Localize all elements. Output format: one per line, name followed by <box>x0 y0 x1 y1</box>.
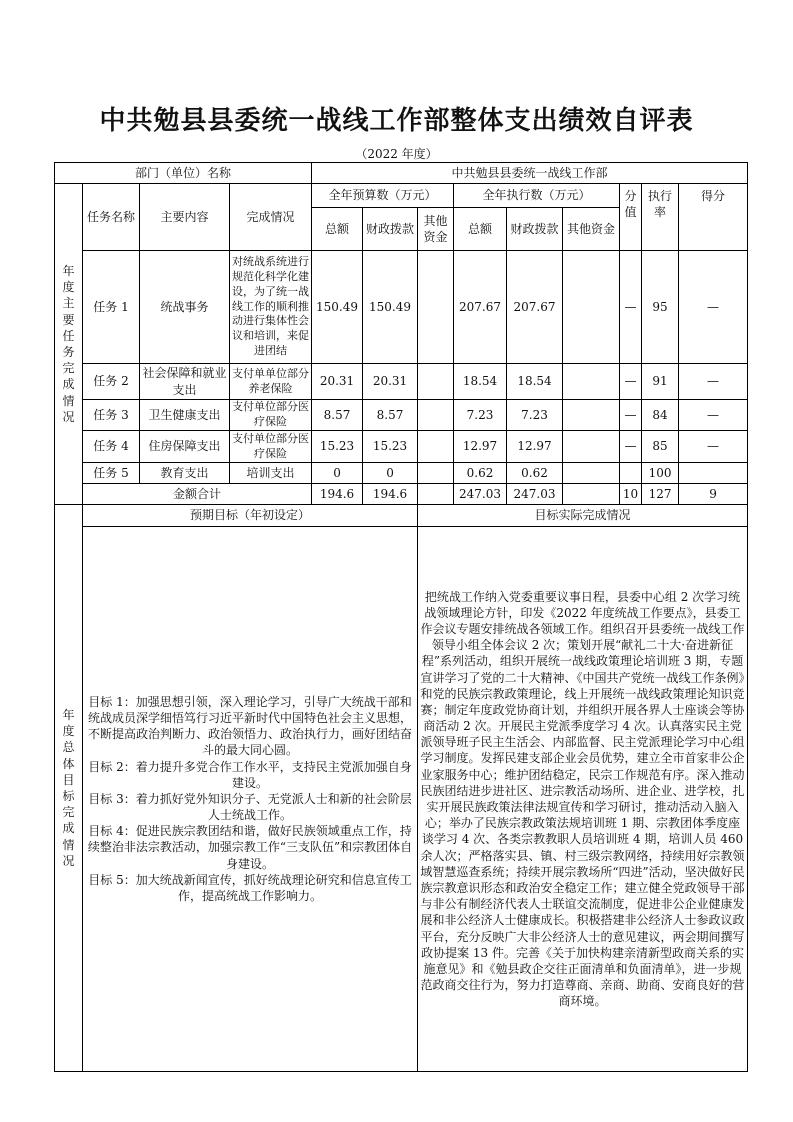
budget-fiscal: 0 <box>363 463 418 484</box>
exec-fiscal: 18.54 <box>507 364 563 400</box>
totals-exec-rate: 127 <box>642 484 679 505</box>
budget-fiscal: 15.23 <box>363 431 418 463</box>
task-weight <box>620 463 642 484</box>
task-weight: — <box>620 364 642 400</box>
task-score: — <box>679 251 748 364</box>
section2-label: 年度总体目标完成情况 <box>55 505 83 1072</box>
totals-label: 金额合计 <box>83 484 312 505</box>
goal-item: 目标 5：加大统战新闻宣传，抓好统战理论研究和信息宣传工作，提高统战工作影响力。 <box>88 872 412 904</box>
task-exec-rate: 84 <box>642 400 679 431</box>
task-weight: — <box>620 400 642 431</box>
header-budget-other: 其他资金 <box>418 208 454 251</box>
budget-total: 150.49 <box>312 251 363 364</box>
task-name: 任务 5 <box>83 463 140 484</box>
task-content: 统战事务 <box>140 251 230 364</box>
dept-value: 中共勉县县委统一战线工作部 <box>312 163 748 184</box>
task-name: 任务 2 <box>83 364 140 400</box>
goal-item: 目标 1：加强思想引领，深入理论学习，引导广大统战干部和统战成员深学细悟笃行习近平新时代中国特色社会主义思想，不断提高政治判断力、政治领悟力、政治执行力，画好团结奋斗的最大同心圆。 <box>88 694 413 758</box>
exec-other <box>563 364 620 400</box>
header-task-name: 任务名称 <box>83 184 140 251</box>
task-completion: 支付单单位部分养老保险 <box>230 364 312 400</box>
goal-item: 目标 3：着力抓好党外知识分子、无党派人士和新的社会阶层人士统战工作。 <box>88 791 412 823</box>
totals-exec-fiscal: 247.03 <box>507 484 563 505</box>
budget-fiscal: 20.31 <box>363 364 418 400</box>
header-budget-fiscal: 财政拨款 <box>363 208 418 251</box>
task-exec-rate: 91 <box>642 364 679 400</box>
exec-total: 0.62 <box>454 463 507 484</box>
task-score: — <box>679 431 748 463</box>
goals-row <box>55 527 748 1072</box>
totals-exec-other <box>563 484 620 505</box>
task-row <box>55 463 748 484</box>
actual-cell: 把统战工作纳入党委重要议事日程，县委中心组 2 次学习统战领域理论方针，印发《2022 年度统战工作要点》，县委工作会议专题安排统战各领域工作。组织召开县委统一战线工作领导小组全体会议 2 次；策划开展“献礼二十大·奋进新征程”系列活动，组织开展统一战线政策理论培训班 3 期，专题宣讲学习了党的二十大精神、《中国共产党统一战线工作条例》和党的民族宗教政策理论，线上开展统一战线政策理论知识竞赛；制定年度政党协商计划，并组织开展各界人士座谈会等协商活动 2 次。开展民主党派季度学习 4 次。认真落实民主党派领导班子民主生活会、内部监督、民主党派理论学习中心组学习制度。发挥民建支部企业会员优势，建立全市首家非公企业家服务中心；维护团结稳定，民宗工作规范有序。深入推动民族团结进步进社区、进宗教活动场所、进企业、进学校，扎实开展民族政策法律法规宣传和学习研讨，推动活动入脑入心；举办了民族宗教政策法规培训班 1 期、宗教团体季度座谈学习 4 次、各类宗教教职人员培训班 4 期，培训人员 460 余人次；严格落实县、镇、村三级宗教网络，持续用好宗教领域智慧巡查系统；持续开展宗教场所“四进”活动，坚决做好民族宗教意识形态和政治安全稳定工作；建立健全党政领导干部与非公有制经济代表人士联谊交流制度，促进非公企业健康发展和非公经济人士健康成长。积极搭建非公经济人士参政议政平台，充分反映广大非公经济人士的意见建议，两会期间撰写政协提案 13 件。完善《关于加快构建亲清新型政商关系的实施意见》和《勉县政企交往正面清单和负面清单》，进一步规范政商交往行为，努力打造尊商、亲商、助商、安商良好的营商环境。 <box>418 527 748 1072</box>
header-exec-group: 全年执行数（万元） <box>454 184 620 208</box>
task-row <box>55 400 748 431</box>
exec-other <box>563 463 620 484</box>
task-completion: 培训支出 <box>230 463 312 484</box>
exec-other <box>563 400 620 431</box>
goal-item: 目标 4：促进民族宗教团结和谐，做好民族领域重点工作，持续整治非法宗教活动，加强宗教工作“三支队伍”和宗教团体自身建设。 <box>87 824 413 871</box>
evaluation-table <box>54 162 748 1072</box>
task-exec-rate: 85 <box>642 431 679 463</box>
task-exec-rate: 100 <box>642 463 679 484</box>
exec-fiscal: 0.62 <box>507 463 563 484</box>
goals-header-row <box>55 505 748 527</box>
report-year: （2022 年度） <box>355 147 438 161</box>
page-title: 中共勉县县委统一战线工作部整体支出绩效自评表 <box>99 106 694 136</box>
task-name: 任务 4 <box>83 431 140 463</box>
budget-other <box>418 431 454 463</box>
header-budget-group: 全年预算数（万元） <box>312 184 454 208</box>
header-score: 得分 <box>679 184 748 251</box>
section1-label: 年度主要任务完成情况 <box>55 184 83 505</box>
goal-item: 目标 2：着力提升多党合作工作水平，支持民主党派加强自身建设。 <box>88 759 412 790</box>
task-content: 教育支出 <box>140 463 230 484</box>
task-exec-rate: 95 <box>642 251 679 364</box>
task-content: 住房保障支出 <box>140 431 230 463</box>
totals-budget-total: 194.6 <box>312 484 363 505</box>
budget-total: 8.57 <box>312 400 363 431</box>
budget-total: 0 <box>312 463 363 484</box>
totals-weight: 10 <box>620 484 642 505</box>
exec-other <box>563 251 620 364</box>
exec-other <box>563 431 620 463</box>
exec-fiscal: 12.97 <box>507 431 563 463</box>
totals-budget-fiscal: 194.6 <box>363 484 418 505</box>
task-row <box>55 251 748 364</box>
budget-other <box>418 364 454 400</box>
header-exec-fiscal: 财政拨款 <box>507 208 563 251</box>
header-exec-other: 其他资金 <box>563 208 620 251</box>
header-exec-total: 总额 <box>454 208 507 251</box>
totals-budget-other <box>418 484 454 505</box>
totals-row <box>55 484 748 505</box>
budget-other <box>418 400 454 431</box>
budget-fiscal: 8.57 <box>363 400 418 431</box>
task-name: 任务 1 <box>83 251 140 364</box>
budget-other <box>418 251 454 364</box>
exec-total: 207.67 <box>454 251 507 364</box>
task-score <box>679 463 748 484</box>
header-exec-rate: 执行率 <box>642 184 679 251</box>
dept-row <box>55 163 748 184</box>
exec-total: 18.54 <box>454 364 507 400</box>
totals-score: 9 <box>679 484 748 505</box>
header-budget-total: 总额 <box>312 208 363 251</box>
task-row <box>55 364 748 400</box>
task-content: 卫生健康支出 <box>140 400 230 431</box>
task-score: — <box>679 400 748 431</box>
task-weight: — <box>620 431 642 463</box>
dept-label: 部门（单位）名称 <box>55 163 312 184</box>
actual-header: 目标实际完成情况 <box>418 505 748 527</box>
exec-total: 7.23 <box>454 400 507 431</box>
task-completion: 支付单位部分医疗保险 <box>230 400 312 431</box>
task-row <box>55 431 748 463</box>
goals-cell <box>83 527 418 1072</box>
header-row-1 <box>55 184 748 208</box>
exec-fiscal: 207.67 <box>507 251 563 364</box>
header-content: 主要内容 <box>140 184 230 251</box>
task-content: 社会保障和就业支出 <box>140 364 230 400</box>
totals-exec-total: 247.03 <box>454 484 507 505</box>
budget-fiscal: 150.49 <box>363 251 418 364</box>
task-name: 任务 3 <box>83 400 140 431</box>
budget-other <box>418 463 454 484</box>
budget-total: 15.23 <box>312 431 363 463</box>
budget-total: 20.31 <box>312 364 363 400</box>
exec-total: 12.97 <box>454 431 507 463</box>
task-score: — <box>679 364 748 400</box>
task-weight: — <box>620 251 642 364</box>
header-weight: 分值 <box>620 184 642 251</box>
exec-fiscal: 7.23 <box>507 400 563 431</box>
task-completion: 对统战系统进行规范化科学化建设，为了统一战线工作的顺利推动进行集体性会议和培训，来促进团结 <box>230 251 312 364</box>
goals-header: 预期目标（年初设定） <box>83 505 418 527</box>
header-completion: 完成情况 <box>230 184 312 251</box>
task-completion: 支付单位部分医疗保险 <box>230 431 312 463</box>
